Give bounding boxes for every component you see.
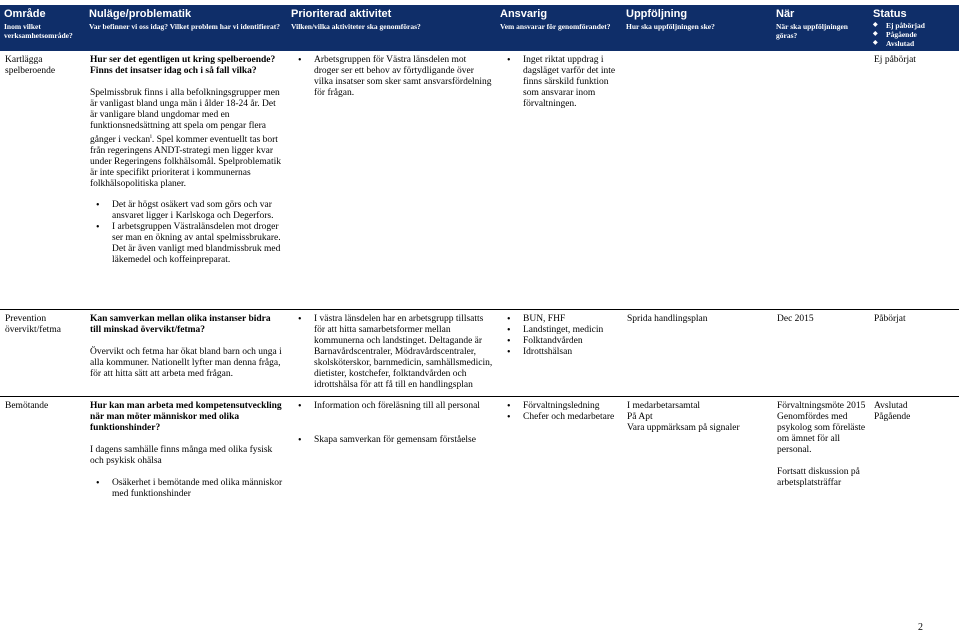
table-row: [0, 51, 959, 196]
status-badge: Avslutad: [874, 400, 908, 411]
responsible-cell: [496, 51, 622, 196]
activity-cell: [287, 309, 496, 396]
when-cell: [772, 51, 869, 196]
status-legend-item: ◆ Ej påbörjad: [873, 21, 956, 30]
list-item: • Skapa samverkan för gemensam förståelse: [292, 435, 493, 446]
status-legend: [873, 21, 956, 48]
problem-question: Hur kan man arbeta med kompetensutveckling när man möter människor med olika funktionshinder?: [90, 400, 282, 433]
list-item: • Osäkerhet i bemötande med olika människor med funktionshinder: [90, 478, 284, 500]
header-problem: Nuläge/problematik Var befinner vi oss idag? Vilket problem har vi identifierat?: [85, 5, 287, 51]
list-item: • I arbetsgruppen Västralänsdelen mot droger ser man en ökning av antal spelmissbrukare. Det är även vanligt med blandmissbruk med läkemedel och koffeinpreparat.: [90, 222, 284, 266]
list-item: • Arbetsgruppen för Västra länsdelen mot droger ser ett behov av förtydligande över vilka insatser som sker samt ansvarsfördelning för frågan.: [292, 55, 493, 99]
header-activity: Prioriterad aktivitet Vilken/vilka aktiviteter ska genomföras?: [287, 5, 496, 51]
list-item: • Förvaltningsledning: [501, 401, 619, 412]
status-cell: [869, 309, 959, 396]
table-row: [0, 309, 959, 396]
activity-cell: [287, 51, 496, 196]
header-status: Status ◆ Ej påbörjad ◆ Pågående ◆ Avslutad: [869, 5, 959, 51]
list-item: • Landstinget, medicin: [501, 325, 619, 336]
problem-cell: [85, 309, 287, 396]
followup-cell: I medarbetarsamtal På Apt Vara uppmärksam på signaler: [622, 396, 772, 506]
header-row: [0, 5, 959, 51]
when-cell: Dec 2015: [772, 309, 869, 396]
area-cell: Kartlägga spelberoende: [5, 55, 56, 76]
status-badge: Ej påbörjat: [874, 55, 916, 65]
area-cell: Bemötande: [0, 396, 85, 506]
problem-description: Spelmissbruk finns i alla befolkningsgrupper men är vanligast bland unga män i ålder 18-24 år. Det är vanligare bland ungdomar med en funktionsnedsättning att spela om pengar flera gånger i veckan$^i$. Spel kommer eventuellt tas bort från regeringens ANDT-strategi men ligger kvar under Regeringens folkhälsomål. Spelproblematik är inte specifikt prioriterat i kommunernas folkhälsopolitiska planer.: [90, 88, 282, 190]
header-area: Område Inom vilket verksamhetsområde?: [0, 5, 85, 51]
list-item: • BUN, FHF: [501, 314, 619, 325]
list-item: • Det är högst osäkert vad som görs och var ansvaret ligger i Karlskoga och Degerfors.: [90, 200, 284, 222]
list-item: • Inget riktat uppdrag i dagsläget varför det inte finns särskild funktion som ansvarar inom förvaltningen.: [501, 55, 619, 110]
list-item: • Information och föreläsning till all personal: [292, 401, 493, 412]
status-legend-item: ◆ Avslutad: [873, 39, 956, 48]
status-legend-item: ◆ Pågående: [873, 30, 956, 39]
status-cell: [869, 51, 959, 196]
list-item: • Chefer och medarbetare: [501, 412, 619, 423]
status-badge: Påbörjat: [874, 313, 906, 324]
list-item: • Idrottshälsan: [501, 347, 619, 358]
problem-description: I dagens samhälle finns många med olika fysisk och psykisk ohälsa: [90, 444, 273, 466]
followup-cell: Sprida handlingsplan: [622, 309, 772, 396]
list-item: • Folktandvården: [501, 336, 619, 347]
followup-cell: [622, 51, 772, 196]
header-responsible: Ansvarig Vem ansvarar för genomförandet?: [496, 5, 622, 51]
problem-cell: [85, 396, 287, 506]
page-number: 2: [918, 622, 923, 633]
area-cell: Prevention övervikt/fetma: [0, 309, 85, 396]
header-when: När När ska uppföljningen göras?: [772, 5, 869, 51]
action-plan-table: [0, 5, 959, 506]
problem-cell: [85, 51, 287, 196]
status-cell: [869, 396, 959, 506]
problem-description: Övervikt och fetma har ökat bland barn och unga i alla kommuner. Nationellt lyfter man denna fråga, för att hitta sätt att arbeta med frågan.: [90, 346, 282, 379]
activity-cell: [287, 396, 496, 506]
list-item: • I västra länsdelen har en arbetsgrupp tillsatts för att hitta samarbetsformer mellan kommunerna och landstinget. Deltagande är Barnavårdscentraler, Mödravårdscentraler, skolsköterskor, barnmedicin, samhällsmedicin, dietister, kostchefer, folktandvården och idrottshälsa för att få till en handlingsplan: [292, 314, 493, 391]
table-row: [0, 396, 959, 506]
problem-question: Kan samverkan mellan olika instanser bidra till minskad övervikt/fetma?: [90, 313, 271, 335]
responsible-cell: [496, 309, 622, 396]
problem-cell: [85, 196, 287, 309]
problem-question: Hur ser det egentligen ut kring spelberoende? Finns det insatser idag och i så fall vilka?: [90, 55, 276, 76]
status-badge: Pågående: [874, 411, 911, 422]
header-followup: Uppföljning Hur ska uppföljningen ske?: [622, 5, 772, 51]
responsible-cell: [496, 396, 622, 506]
table-row: [0, 196, 959, 309]
when-cell: Förvaltningsmöte 2015 Genomfördes med psykolog som föreläste om ämnet för all personal. Fortsatt diskussion på arbetsplatsträffar: [772, 396, 869, 506]
